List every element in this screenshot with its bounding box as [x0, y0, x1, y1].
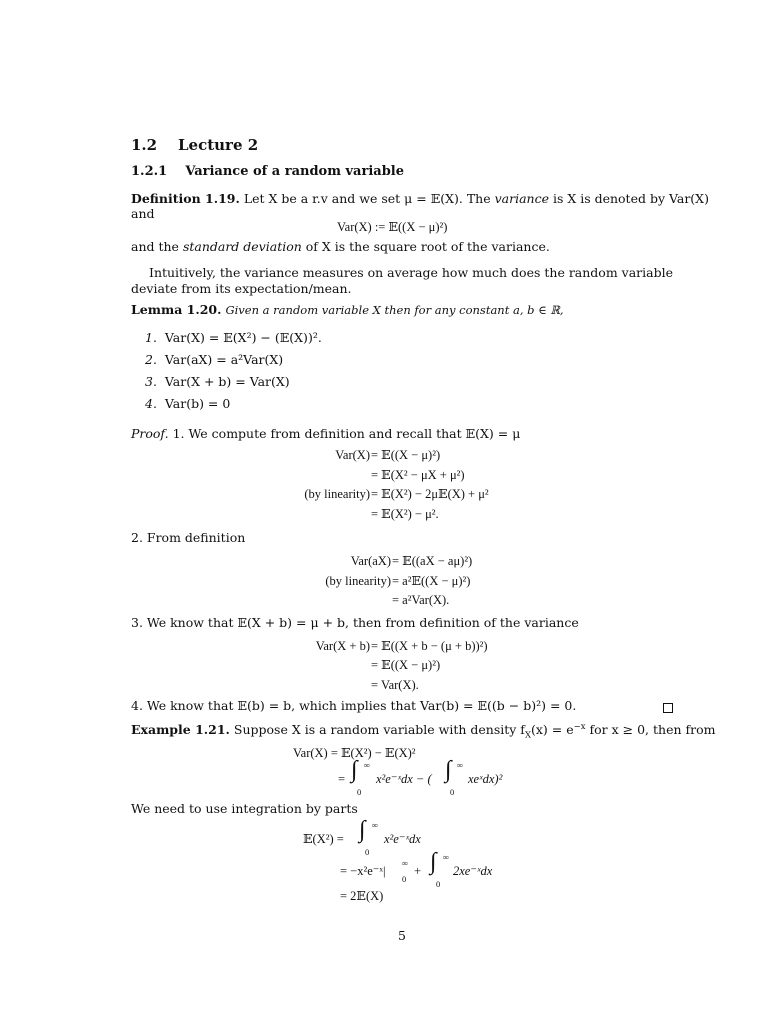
eq3-rhs-2: = 𝔼((X − μ)²) [371, 658, 441, 672]
lemma-item-num: 3. [145, 374, 157, 389]
eval-upper-limit: ∞ [402, 858, 409, 868]
integral-upper-limit: ∞ [457, 760, 464, 770]
definition-formula: Var(X) := 𝔼((X − μ)²) [337, 220, 448, 234]
qed-square-icon [663, 703, 673, 713]
example-eq2-plus: + [414, 864, 422, 878]
proof-step-2: 2. From definition [131, 530, 246, 545]
integral-sign-icon: ∫ [351, 757, 358, 783]
integral-lower-limit: 0 [357, 787, 362, 797]
eq2-rhs-2: = a²𝔼((X − μ)²) [392, 574, 471, 588]
lemma-item-text: Var(aX) = a²Var(X) [164, 352, 284, 367]
proof-step-3: 3. We know that 𝔼(X + b) = μ + b, then from definition of the variance [131, 615, 579, 630]
section-number: 1.2 [131, 136, 158, 154]
integral-upper-limit: ∞ [372, 820, 379, 830]
example-eq2-integrand-2: 2xe⁻ˣdx [453, 864, 493, 878]
lemma-item-num: 1. [145, 330, 157, 345]
example-eq2-integrand-1: x²e⁻ˣdx [384, 832, 421, 846]
integration-by-parts-text: We need to use integration by parts [131, 801, 358, 816]
example-text: Suppose X is a random variable with density f [233, 722, 525, 737]
eq1-lhs-3: (by linearity) [304, 487, 370, 501]
definition-label: Definition 1.19. [131, 191, 240, 206]
proof-step-1: 1. We compute from definition and recall that 𝔼(X) = μ [172, 426, 521, 441]
integral-sign-icon: ∫ [430, 849, 437, 875]
example-eq2-lhs: 𝔼(X²) = [303, 832, 344, 846]
proof-line-1 [131, 426, 520, 442]
eq2-rhs-1: = 𝔼((aX − aμ)²) [392, 554, 473, 568]
eq1-rhs-4: = 𝔼(X²) − μ². [371, 507, 439, 521]
lemma-label: Lemma 1.20. [131, 302, 222, 317]
eq3-rhs-1: = 𝔼((X + b − (μ + b))²) [371, 639, 488, 653]
integral-lower-limit: 0 [450, 787, 455, 797]
proof-step-4: 4. We know that 𝔼(b) = b, which implies that Var(b) = 𝔼((b − b)²) = 0. [131, 698, 577, 713]
integral-lower-limit: 0 [365, 847, 370, 857]
intuition-paragraph: Intuitively, the variance measures on average how much does the random variable deviate from its expectation/mean. [131, 265, 673, 297]
eq1-lhs-1: Var(X) [335, 448, 370, 462]
example-eq1-integrand-1: x²e⁻ˣdx − ( [376, 772, 432, 786]
page-number: 5 [398, 928, 406, 943]
example-text-c: for x ≥ 0, then from [585, 722, 716, 737]
lemma-item-1 [145, 330, 322, 346]
definition-line-3 [131, 239, 550, 255]
example-text-b: (x) = e [531, 722, 574, 737]
definition-text-b: is X is denoted by Var(X) [548, 191, 709, 206]
integral-upper-limit: ∞ [364, 760, 371, 770]
integral-upper-limit: ∞ [443, 852, 450, 862]
integral-lower-limit: 0 [436, 879, 441, 889]
eval-lower-limit: 0 [402, 874, 407, 884]
lemma-text: Given a random variable X then for any constant a, b ∈ ℝ, [225, 303, 564, 317]
example-eq2-line2: = −x²e⁻ˣ| [340, 864, 386, 878]
eq2-lhs-1: Var(aX) [350, 554, 391, 568]
lemma-item-num: 2. [145, 352, 157, 367]
section-title: Lecture 2 [178, 136, 259, 154]
definition-line-2: and [131, 206, 155, 221]
lemma-item-text: Var(b) = 0 [164, 396, 231, 411]
lemma-item-text: Var(X) = 𝔼(X²) − (𝔼(X))². [164, 330, 322, 345]
example-eq1-line1: Var(X) = 𝔼(X²) − 𝔼(X)² [293, 746, 416, 760]
lemma-item-text: Var(X + b) = Var(X) [164, 374, 290, 389]
definition-line-3a: and the [131, 239, 183, 254]
eq1-rhs-2: = 𝔼(X² − μX + μ²) [371, 468, 465, 482]
definition-text: Let X be a r.v and we set μ = 𝔼(X). The [243, 191, 495, 206]
subsection-number: 1.2.1 [131, 164, 168, 179]
eq3-lhs-1: Var(X + b) [315, 639, 370, 653]
proof-label: Proof. [131, 426, 169, 441]
lemma-item-4 [145, 396, 230, 412]
integral-sign-icon: ∫ [445, 757, 452, 783]
lemma-item-2 [145, 352, 283, 368]
eq3-rhs-3: = Var(X). [371, 678, 419, 692]
example-eq1-integrand-2: xeˣdx)² [468, 772, 503, 786]
lemma-statement [131, 302, 564, 318]
definition-term-2: standard deviation [182, 239, 302, 254]
example-text-sub: X [524, 730, 531, 741]
definition-line-3b: of X is the square root of the variance. [301, 239, 550, 254]
section-heading [131, 136, 258, 156]
example-eq1-equals: = [338, 772, 346, 786]
subsection-heading [131, 164, 404, 181]
eq1-rhs-3: = 𝔼(X²) − 2μ𝔼(X) + μ² [371, 487, 489, 501]
example-text-sup: −x [573, 721, 586, 732]
subsection-title: Variance of a random variable [185, 164, 404, 179]
eq2-lhs-2: (by linearity) [325, 574, 391, 588]
example-eq2-line3: = 2𝔼(X) [340, 889, 384, 903]
definition-line-1 [131, 191, 709, 207]
lemma-item-num: 4. [145, 396, 157, 411]
lemma-item-3 [145, 374, 290, 390]
eq1-rhs-1: = 𝔼((X − μ)²) [371, 448, 441, 462]
definition-term: variance [494, 191, 549, 206]
example-statement [131, 721, 716, 741]
example-label: Example 1.21. [131, 722, 230, 737]
eq2-rhs-3: = a²Var(X). [392, 593, 450, 607]
integral-sign-icon: ∫ [359, 817, 366, 843]
